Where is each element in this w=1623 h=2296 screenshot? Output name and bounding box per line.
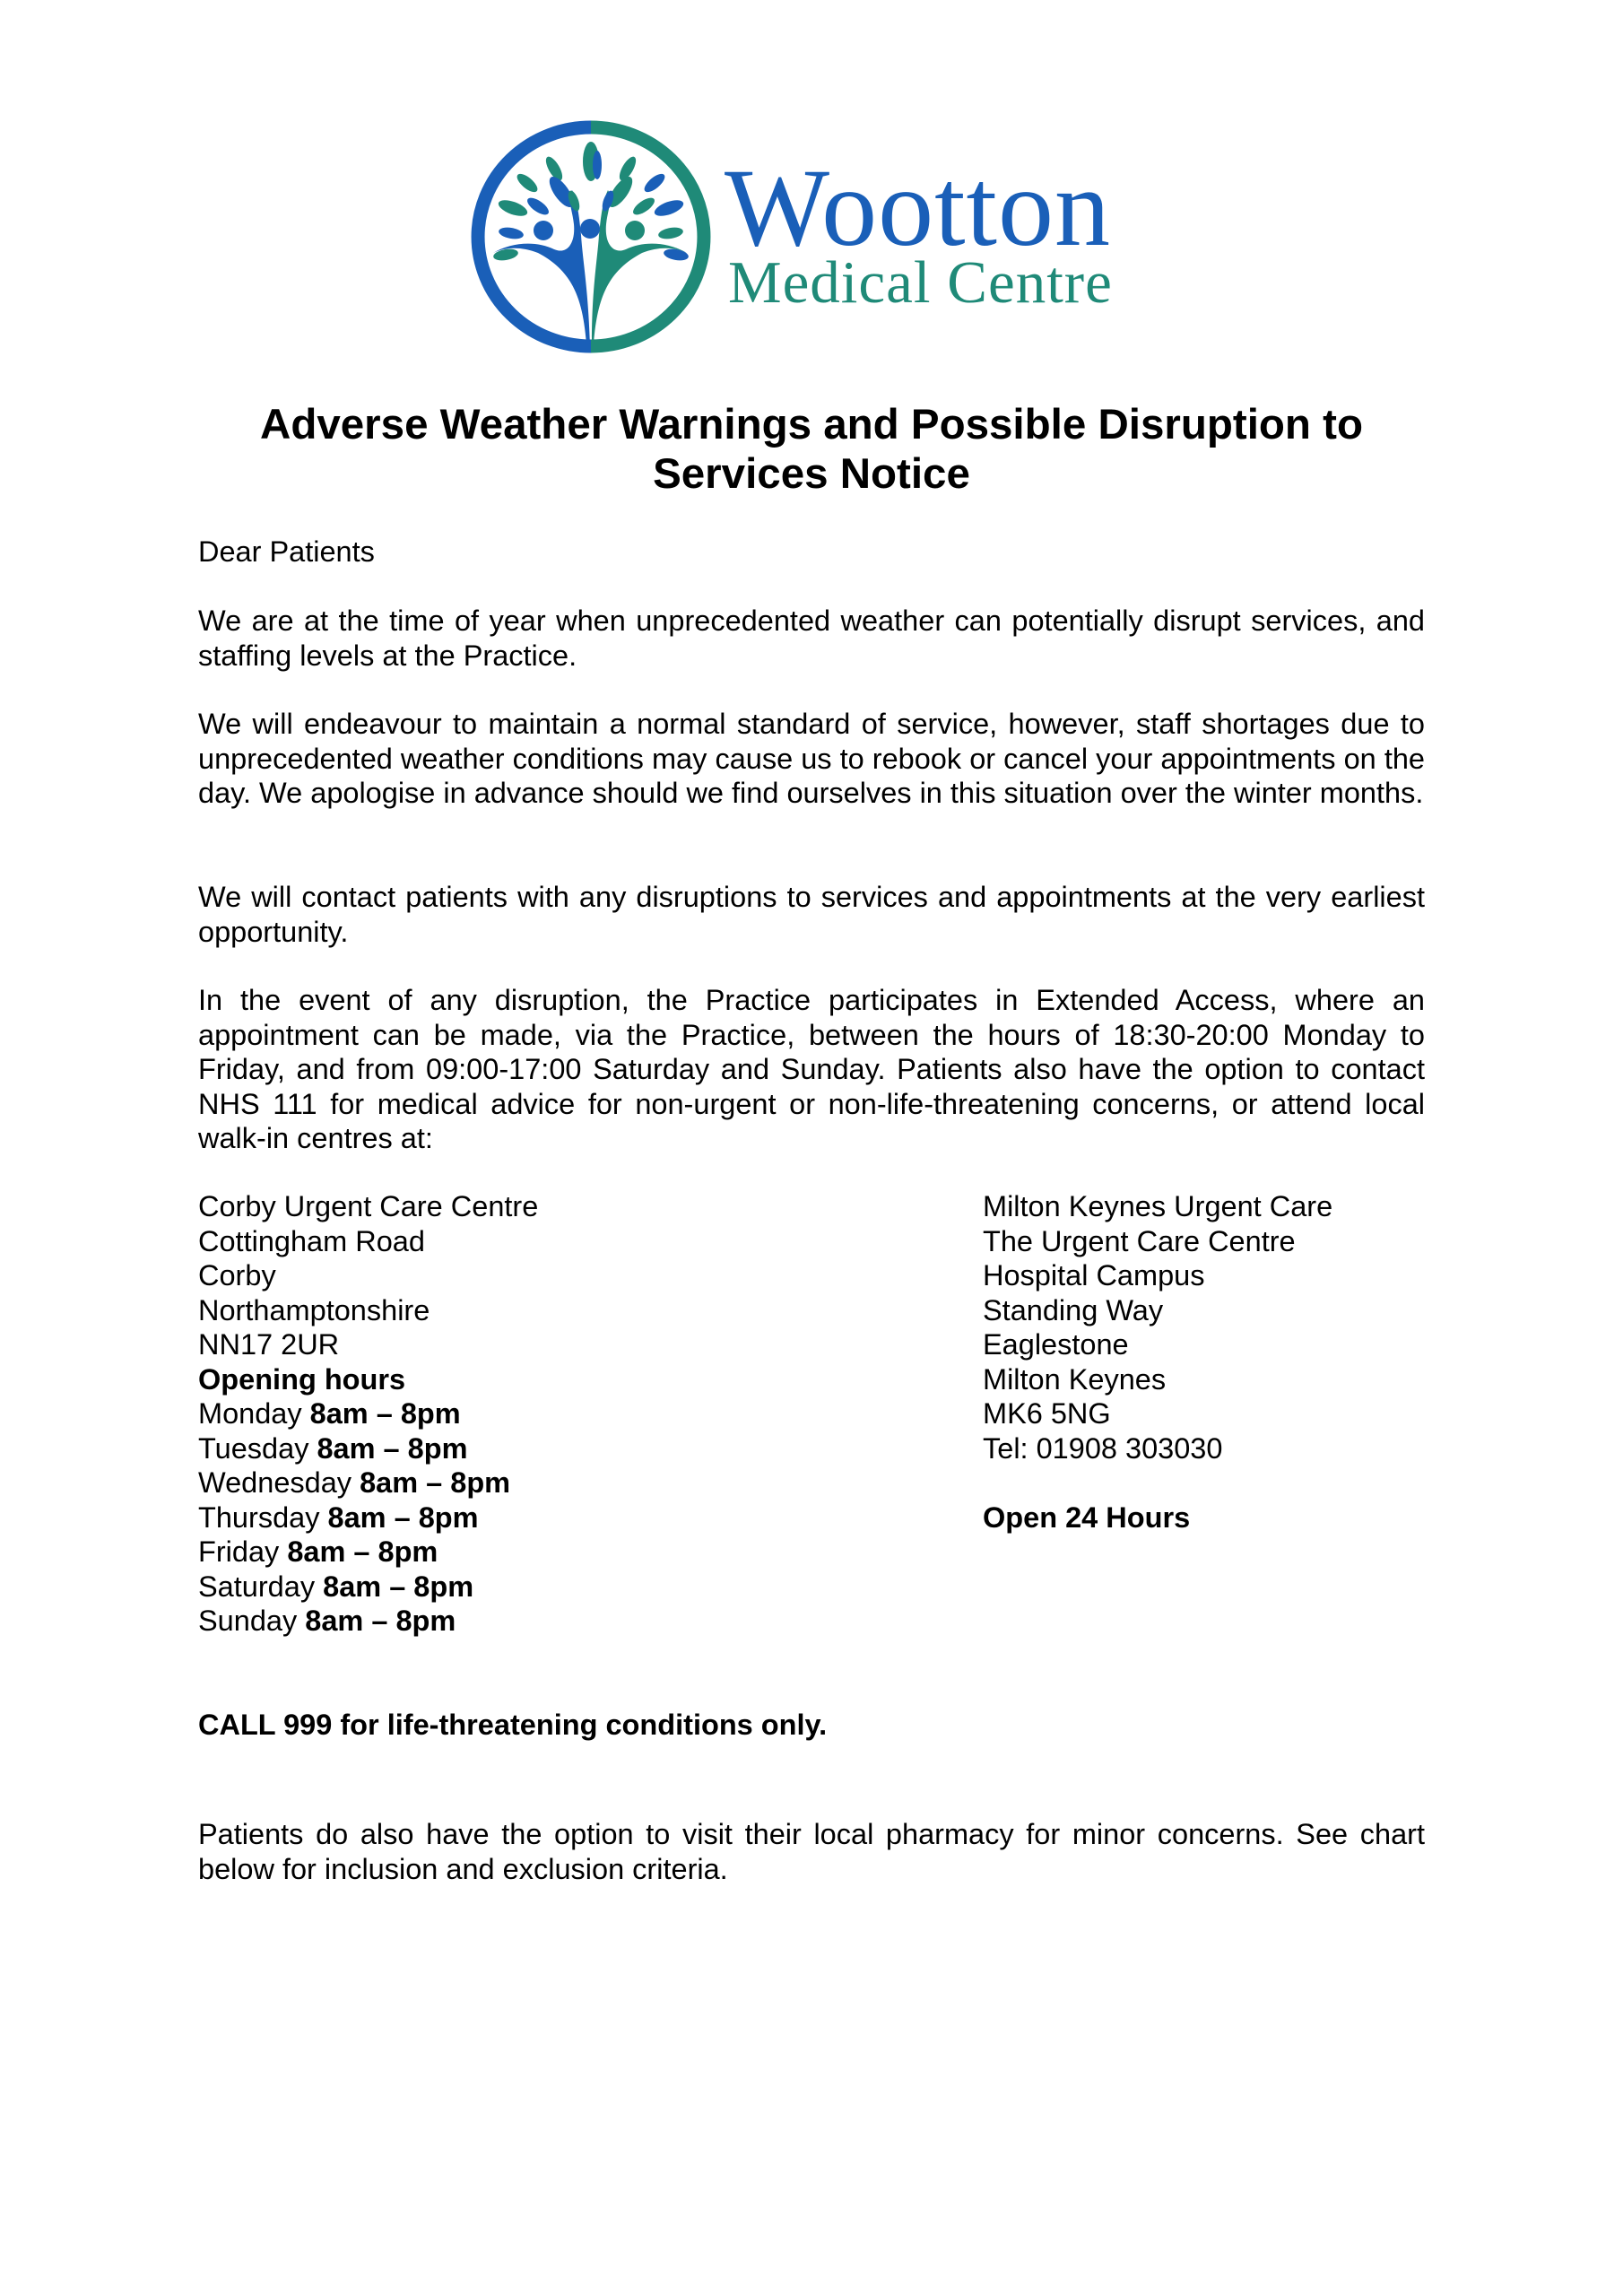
paragraph-pharmacy: Patients do also have the option to visit their local pharmacy for minor concerns. See chart below for inclusion and exclusion criteria. [198, 1818, 1425, 1885]
hours-time: 8am – 8pm [360, 1466, 511, 1499]
mk-open-24-hours: Open 24 Hours [983, 1500, 1191, 1534]
title-line-2: Services Notice [653, 450, 970, 498]
hours-day: Friday [198, 1535, 280, 1568]
hours-time: 8am – 8pm [287, 1535, 438, 1568]
hours-day: Sunday [198, 1605, 298, 1637]
hours-time: 8am – 8pm [305, 1605, 456, 1637]
corby-address-line: Northamptonshire [198, 1293, 430, 1326]
opening-hours-heading: Opening hours [198, 1362, 406, 1396]
hours-row-saturday [198, 1570, 538, 1605]
logo-subtitle: Medical Centre [728, 249, 1113, 316]
milton-keynes-centre-block [983, 1189, 1332, 1535]
hours-day: Monday [198, 1397, 302, 1430]
hours-time: 8am – 8pm [327, 1500, 479, 1534]
mk-address-line: Eaglestone [983, 1328, 1129, 1361]
title-line-1: Adverse Weather Warnings and Possible Disruption to [260, 401, 1363, 448]
hours-row-thursday [198, 1500, 538, 1535]
hours-row-tuesday [198, 1431, 538, 1466]
corby-address-line: Corby Urgent Care Centre [198, 1190, 539, 1222]
practice-logo [466, 118, 1148, 353]
mk-postcode: MK6 5NG [983, 1397, 1111, 1430]
hours-row-wednesday [198, 1465, 538, 1500]
paragraph-extended-access: In the event of any disruption, the Practice participates in Extended Access, where an appointment can be made, via the Practice, between the hours of 18:30-20:00 Monday to Friday, and from 09:00-17:00 Saturday and Sunday. Patients also have the option to contact NHS 111 for medical advice for non-urgent or non-life-threatening concerns, or attend local walk-in centres at: [198, 984, 1425, 1154]
corby-postcode: NN17 2UR [198, 1328, 340, 1361]
corby-address-line: Corby [198, 1259, 276, 1292]
corby-address-line: Cottingham Road [198, 1224, 425, 1257]
hours-day: Saturday [198, 1570, 316, 1603]
hours-day: Thursday [198, 1500, 320, 1534]
paragraph-contact-patients: We will contact patients with any disruptions to services and appointments at the very earliest opportunity. [198, 881, 1425, 948]
greeting: Dear Patients [198, 535, 375, 568]
logo-wordmark: Wootton [725, 146, 1112, 269]
corby-centre-block [198, 1189, 538, 1639]
page-title [198, 400, 1425, 499]
mk-address-line: Standing Way [983, 1293, 1164, 1326]
spacer [983, 1465, 1332, 1500]
hours-row-sunday [198, 1604, 538, 1639]
mk-address-line: Milton Keynes Urgent Care [983, 1190, 1333, 1222]
mk-address-line: The Urgent Care Centre [983, 1224, 1296, 1257]
paragraph-service-disruption: We will endeavour to maintain a normal standard of service, however, staff shortages due to unprecedented weather conditions may cause us to rebook or cancel your appointments on the day. We apologise in advance should we find ourselves in this situation over the winter months. [198, 708, 1425, 809]
mk-address-line: Hospital Campus [983, 1259, 1205, 1292]
hours-row-friday [198, 1535, 538, 1570]
hours-time: 8am – 8pm [317, 1431, 468, 1465]
hours-time: 8am – 8pm [323, 1570, 474, 1603]
hours-row-monday [198, 1396, 538, 1431]
hours-time: 8am – 8pm [309, 1397, 461, 1430]
hours-day: Tuesday [198, 1431, 309, 1465]
tree-people-logo-icon [466, 118, 716, 353]
mk-telephone: Tel: 01908 303030 [983, 1431, 1223, 1465]
paragraph-weather-intro: We are at the time of year when unprecedented weather can potentially disrupt services, and staffing levels at the Practice. [198, 604, 1425, 672]
mk-address-line: Milton Keynes [983, 1362, 1167, 1396]
emergency-call-999-note: CALL 999 for life-threatening conditions only. [198, 1709, 828, 1741]
hours-day: Wednesday [198, 1466, 352, 1499]
